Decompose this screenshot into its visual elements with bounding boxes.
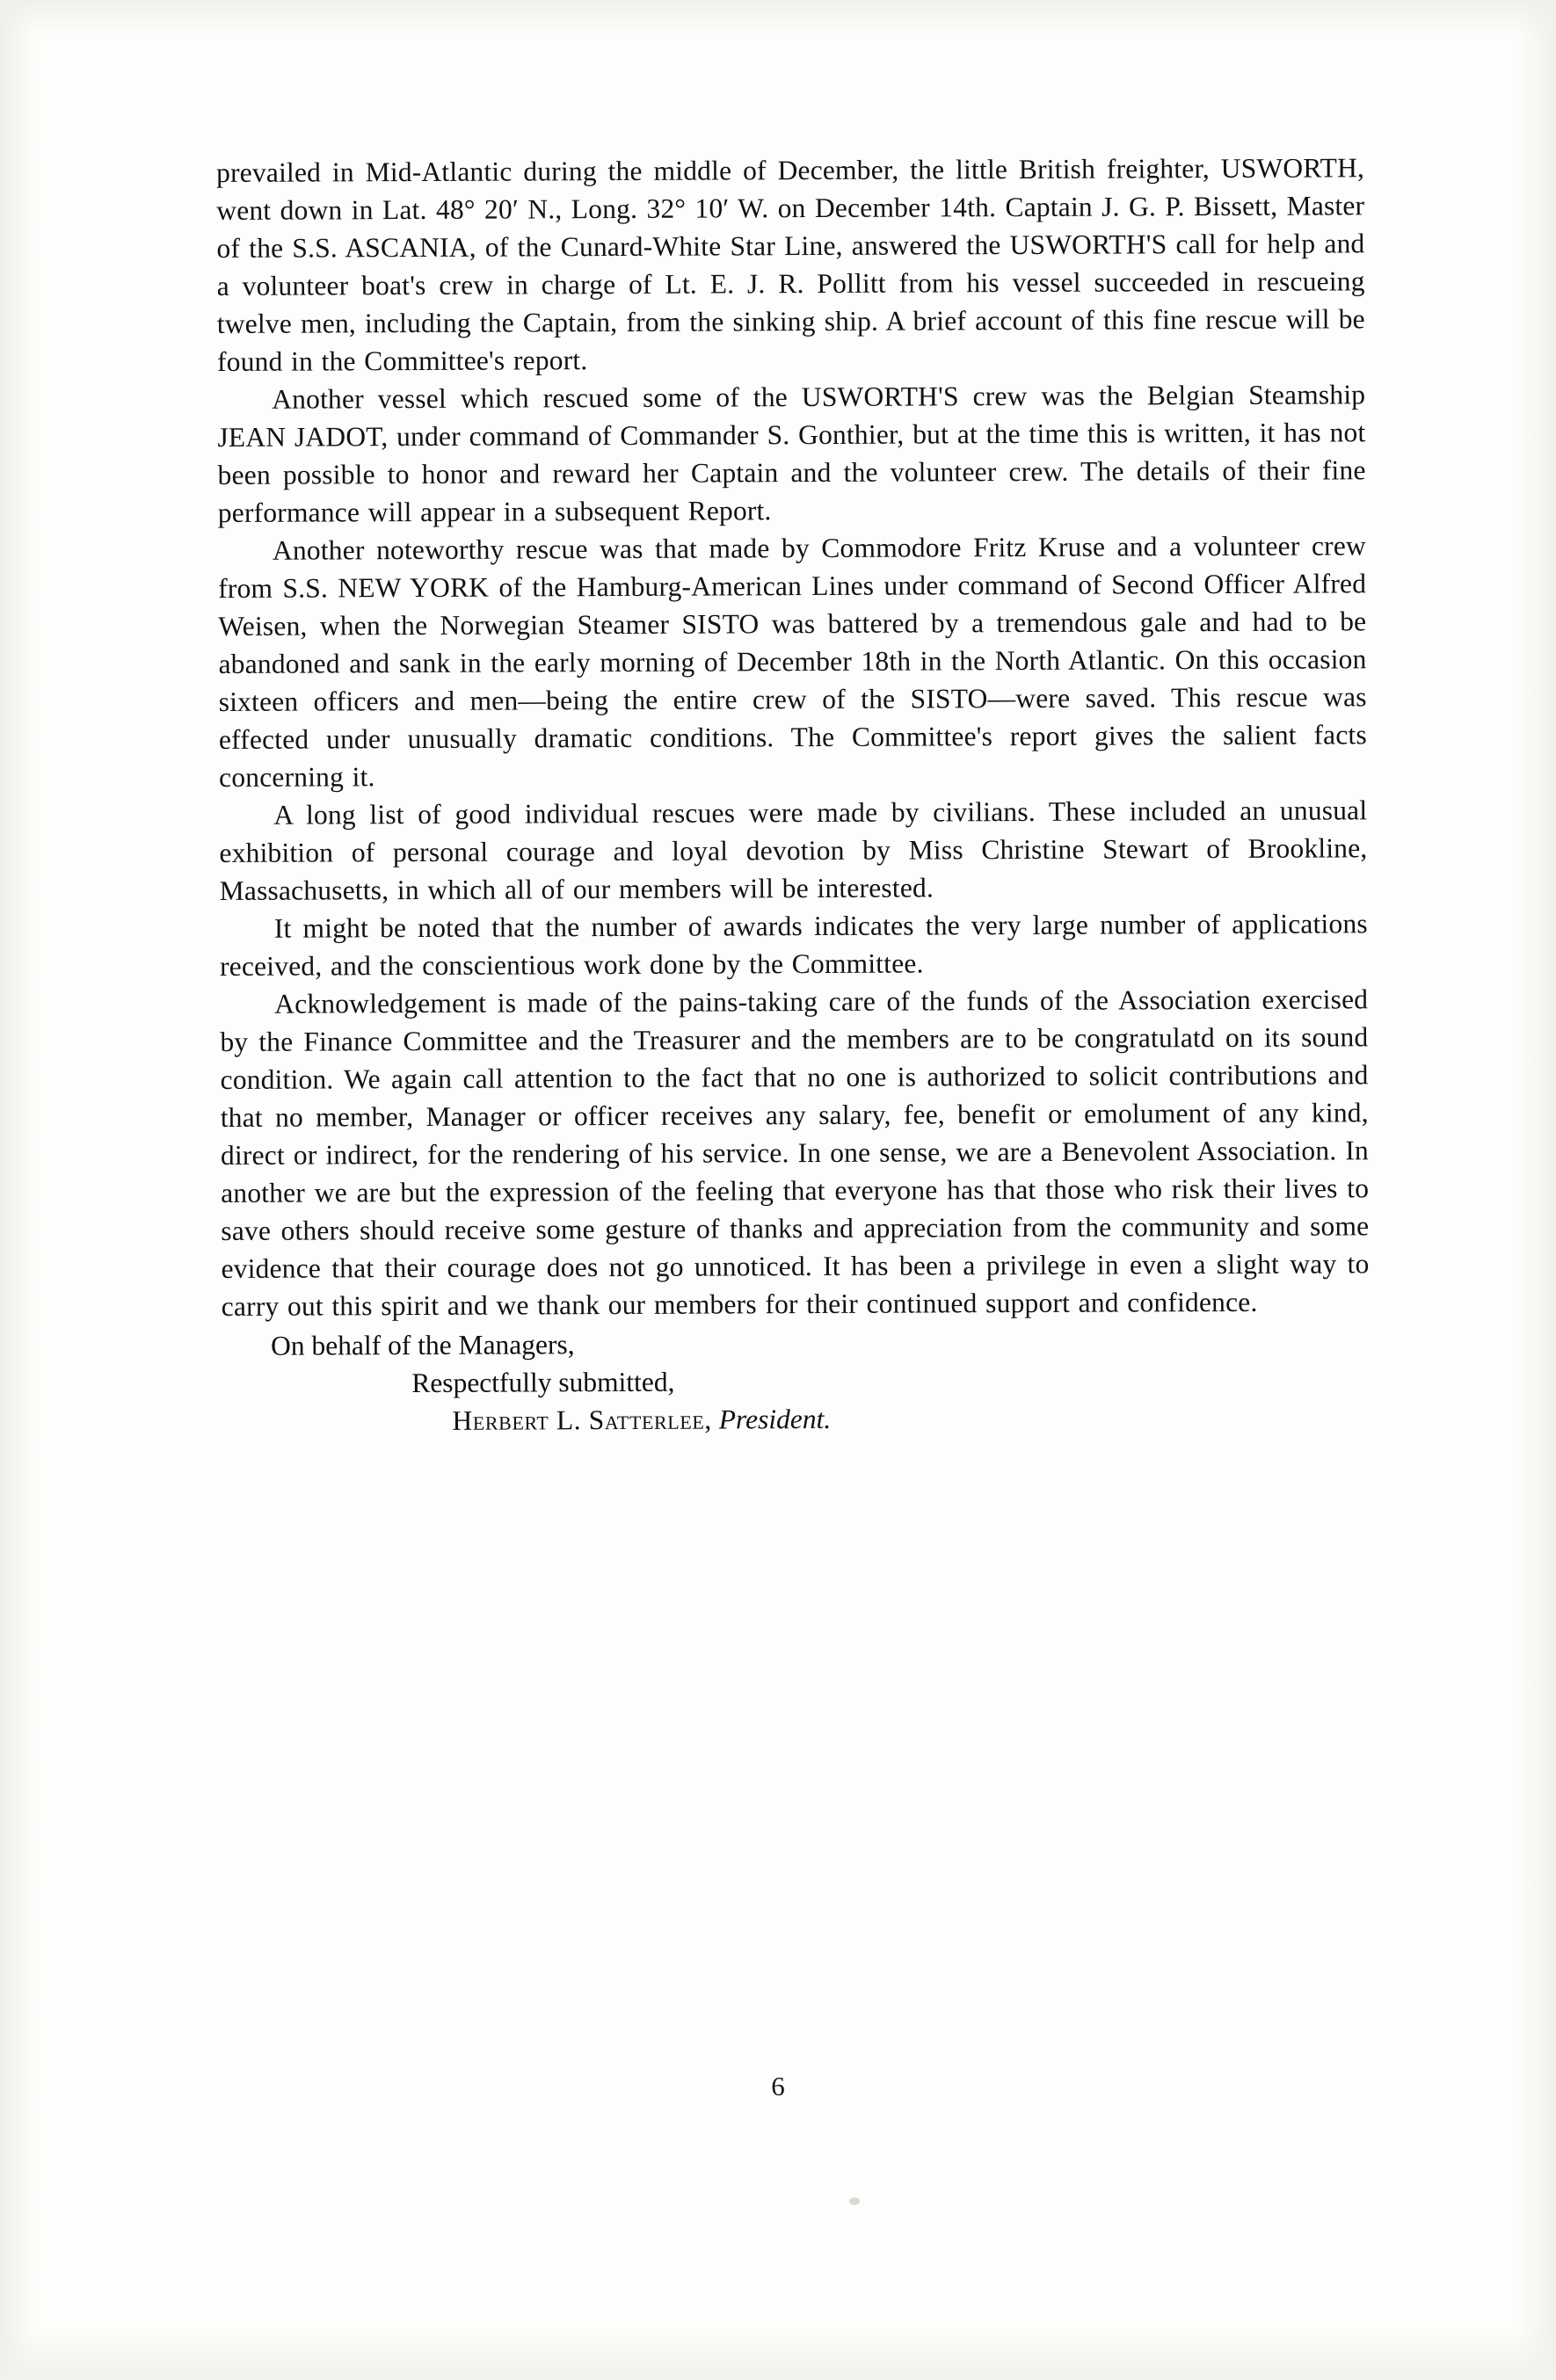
page-edge-shadow-top (0, 0, 1556, 35)
paragraph: A long list of good individual rescues were made by civilians. These included an unusual exhibition of personal courage and loyal devotion by Miss Christine Stewart of Brookline, Massachusetts, in which all of our members will be interested. (219, 795, 1368, 906)
page-edge-shadow-right (1516, 0, 1556, 2380)
scan-artifact-dot (849, 2197, 860, 2205)
page-edge-shadow-bottom (0, 2327, 1556, 2380)
paragraph: Another noteworthy rescue was that made by Commodore Fritz Kruse and a volunteer crew from S.S. NEW YORK of the Hamburg-American Lines under command of Second Officer Alfred Weisen, when the Norwegian Steamer SISTO was battered by a tremendous gale and had to be abandoned and sank in the early morning of December 18th in the North Atlantic. On this occasion sixteen officers and men—being the entire crew of the SISTO—were saved. This rescue was effected under unusually dramatic conditions. The Committee's report gives the salient facts concerning it. (218, 530, 1367, 793)
closing-block (216, 1323, 1365, 1441)
closing-signature (216, 1398, 1364, 1441)
paragraph: It might be noted that the number of awards indicates the very large number of applications received, and the conscientious work done by the Committee. (219, 907, 1368, 982)
closing-on-behalf: On behalf of the Managers, (271, 1328, 575, 1361)
page-number: 6 (771, 2071, 785, 2101)
closing-respectfully: Respectfully submitted, (411, 1366, 675, 1398)
signature-title: President. (718, 1403, 832, 1434)
paragraph: Acknowledgement is made of the pains-taking care of the funds of the Association exercised by the Finance Committee and the Treasurer and the members are to be congratulatd on its sound condition. We again call attention to the fact that no one is authorized to solicit contributions and that no member, Manager or officer receives any salary, fee, benefit or emolument of any kind, direct or indirect, for the rendering of his service. In one sense, we are a Benevolent Association. In another we are but the expression of the feeling that everyone has that those who risk their lives to save others should receive some gesture of thanks and appreciation from the community and some evidence that their courage does not go unnoticed. It has been a privilege in even a slight way to carry out this spirit and we thank our members for their continued support and confidence. (220, 983, 1370, 1322)
signature-name: Herbert L. Satterlee, (452, 1404, 712, 1436)
body-text (216, 149, 1370, 1325)
page-text-block (216, 152, 1370, 1440)
paragraph: prevailed in Mid-Atlantic during the middle of December, the little British freighter, USWORTH, went down in Lat. 48° 20′ N., Long. 32° 10′ W. on December 14th. Captain J. G. P. Bissett, Master of the S.S. ASCANIA, of the Cunard-White Star Line, answered the USWORTH'S call for help and a volunteer boat's crew in charge of Lt. E. J. R. Pollitt from his vessel succeeded in rescueing twelve men, including the Captain, from the sinking ship. A brief account of this fine rescue will be found in the Committee's report. (216, 152, 1365, 377)
paragraph: Another vessel which rescued some of the USWORTH'S crew was the Belgian Steamship JEAN JADOT, under command of Commander S. Gonthier, but at the time this is written, it has not been possible to honor and reward her Captain and the volunteer crew. The details of their fine performance will appear in a subsequent Report. (217, 379, 1366, 528)
page-edge-shadow-left (0, 0, 35, 2380)
